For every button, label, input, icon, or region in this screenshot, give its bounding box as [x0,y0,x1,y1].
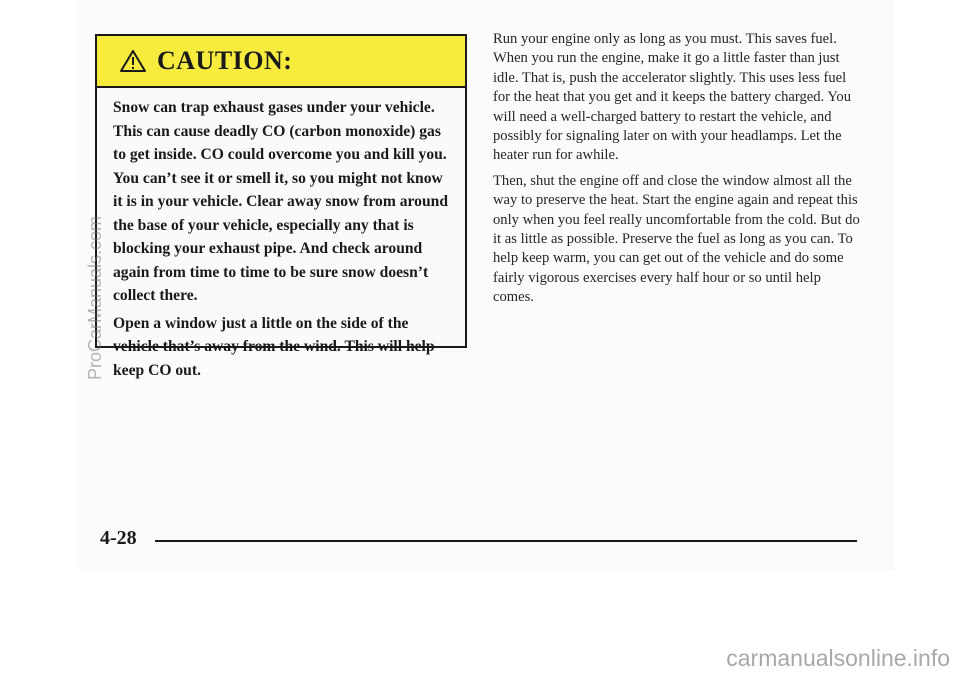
body-paragraph: Run your engine only as long as you must. This saves fuel. When you run the engine, make it go a little faster than just idle. That is, push the accelerator slightly. This uses less fuel for the heat that you get and it keeps the battery charged. You will need a well-charged battery to restart the vehicle, and possibly for signaling later on with your headlamps. Let the heater run for awhile. [493,31,851,164]
page-number: 4-28 [100,527,137,549]
caution-body [97,88,465,382]
body-paragraph: Then, shut the engine off and close the window almost all the way to preserve the heat. Start the engine again and repeat this only when you feel really uncomfortable from the cold. But do it as little as possible. Preserve the fuel as long as you can. To help keep warm, you can get out of the vehicle and do some fairly vigorous exercises every half hour or so until help comes. [493,172,860,306]
bottom-watermark: carmanualsonline.info [726,645,950,671]
caution-paragraph: Open a window just a little on the side of the vehicle that’s away from the wind. This will help keep CO out. [113,314,435,379]
side-watermark [85,215,120,380]
caution-title: CAUTION: [157,46,293,75]
caution-paragraph: Snow can trap exhaust gases under your vehicle. This can cause deadly CO (carbon monoxide) gas to get inside. CO could overcome you and kill you. You can’t see it or smell it, so you might not know it is in your vehicle. Clear away snow from around the base of your vehicle, especially any that is blocking your exhaust pipe. And check around again from time to time to be sure snow doesn’t collect there. [113,99,448,304]
caution-header [97,36,465,88]
side-watermark-text: ProCarManuals.com [85,215,105,380]
footer-rule [155,540,857,542]
body-text-column [493,30,863,314]
caution-box [95,34,467,379]
warning-triangle-icon [119,49,147,73]
